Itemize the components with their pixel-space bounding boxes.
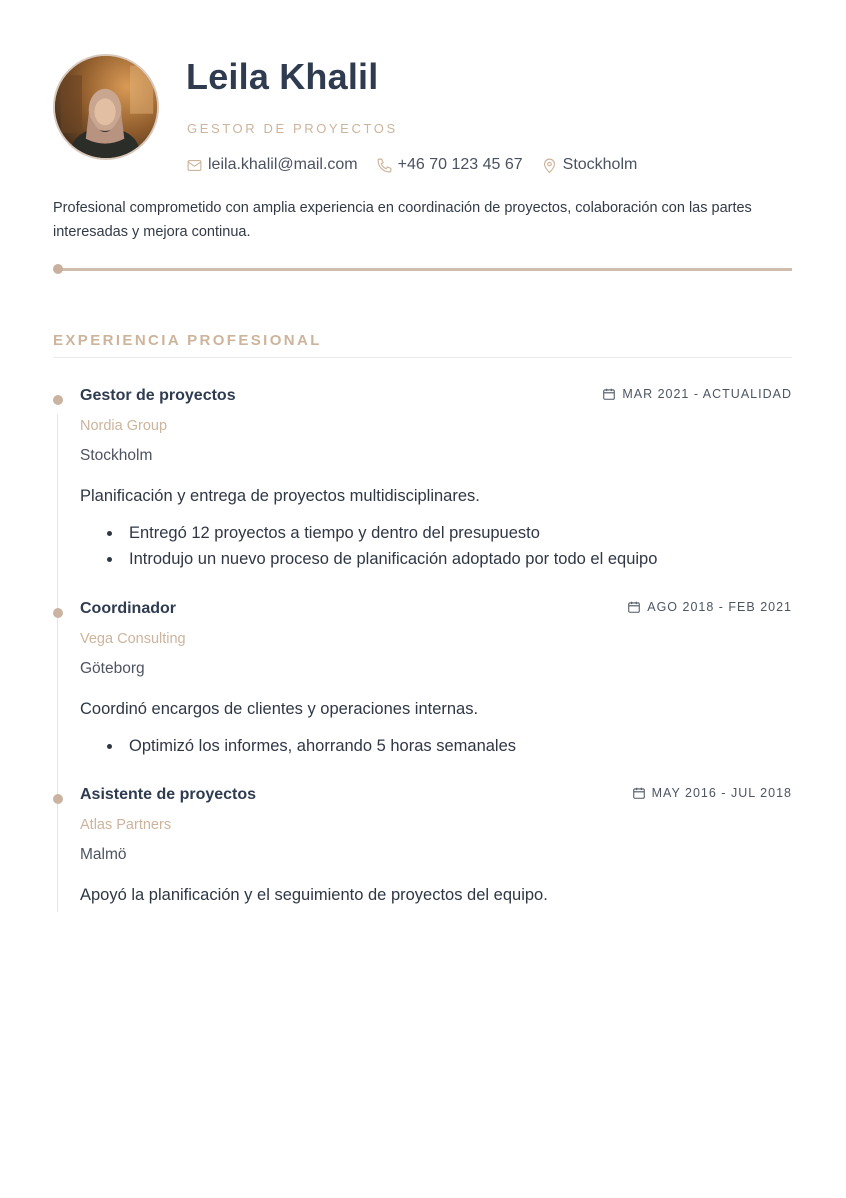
contact-location: [541, 156, 638, 174]
job-title: Asistente de proyectos: [80, 786, 257, 803]
calendar-icon: [602, 387, 616, 401]
timeline-dot: [53, 794, 63, 804]
achievement-item: Entregó 12 proyectos a tiempo y dentro del presupuesto: [129, 520, 657, 546]
location-text: Stockholm: [562, 156, 638, 173]
profile-summary: Profesional comprometido con amplia experiencia en coordinación de proyectos, colaboración con las partes interesadas y mejora continua.: [53, 200, 752, 240]
mail-icon: [186, 157, 203, 174]
profile-photo: [53, 54, 159, 160]
job-title: Gestor de proyectos: [80, 387, 236, 404]
job-date: [602, 387, 792, 401]
timeline-dot: [53, 395, 63, 405]
job-description: Coordinó encargos de clientes y operaciones internas.: [80, 700, 479, 718]
job-title: Coordinador: [80, 600, 176, 617]
contact-info: [186, 156, 655, 174]
achievement-item: Optimizó los informes, ahorrando 5 horas semanales: [129, 733, 516, 759]
job-date-text: MAY 2016 - JUL 2018: [651, 786, 792, 800]
job-description: Planificación y entrega de proyectos multidisciplinares.: [80, 487, 480, 505]
header-divider: [53, 264, 792, 274]
divider-line: [59, 268, 792, 271]
job-date-text: AGO 2018 - FEB 2021: [647, 600, 792, 614]
calendar-icon: [632, 786, 646, 800]
job-date: [627, 600, 792, 614]
job-location: Stockholm: [80, 447, 153, 464]
map-pin-icon: [541, 157, 558, 174]
job-date-text: MAR 2021 - ACTUALIDAD: [622, 387, 792, 401]
timeline-line: [57, 414, 58, 912]
contact-phone[interactable]: [376, 156, 523, 174]
section-rule: [53, 357, 792, 358]
divider-dot: [53, 264, 63, 274]
phone-text: +46 70 123 45 67: [397, 156, 523, 173]
job-location: Göteborg: [80, 660, 145, 677]
job-location: Malmö: [80, 846, 127, 863]
job-company: Nordia Group: [80, 418, 168, 434]
candidate-role: GESTOR DE PROYECTOS: [187, 121, 398, 136]
job-company: Atlas Partners: [80, 817, 172, 833]
job-description: Apoyó la planificación y el seguimiento de proyectos del equipo.: [80, 886, 548, 904]
timeline-dot: [53, 608, 63, 618]
job-achievements: [129, 520, 657, 572]
experience-section-title: EXPERIENCIA PROFESIONAL: [53, 332, 322, 349]
calendar-icon: [627, 600, 641, 614]
profile-photo-illustration: [55, 56, 157, 158]
candidate-name: Leila Khalil: [186, 56, 379, 97]
job-date: [632, 786, 792, 800]
job-company: Vega Consulting: [80, 631, 186, 647]
job-achievements: [129, 733, 516, 759]
achievement-item: Introdujo un nuevo proceso de planificación adoptado por todo el equipo: [129, 546, 657, 572]
contact-email[interactable]: [186, 156, 358, 174]
phone-icon: [376, 157, 393, 174]
email-text: leila.khalil@mail.com: [208, 156, 358, 173]
